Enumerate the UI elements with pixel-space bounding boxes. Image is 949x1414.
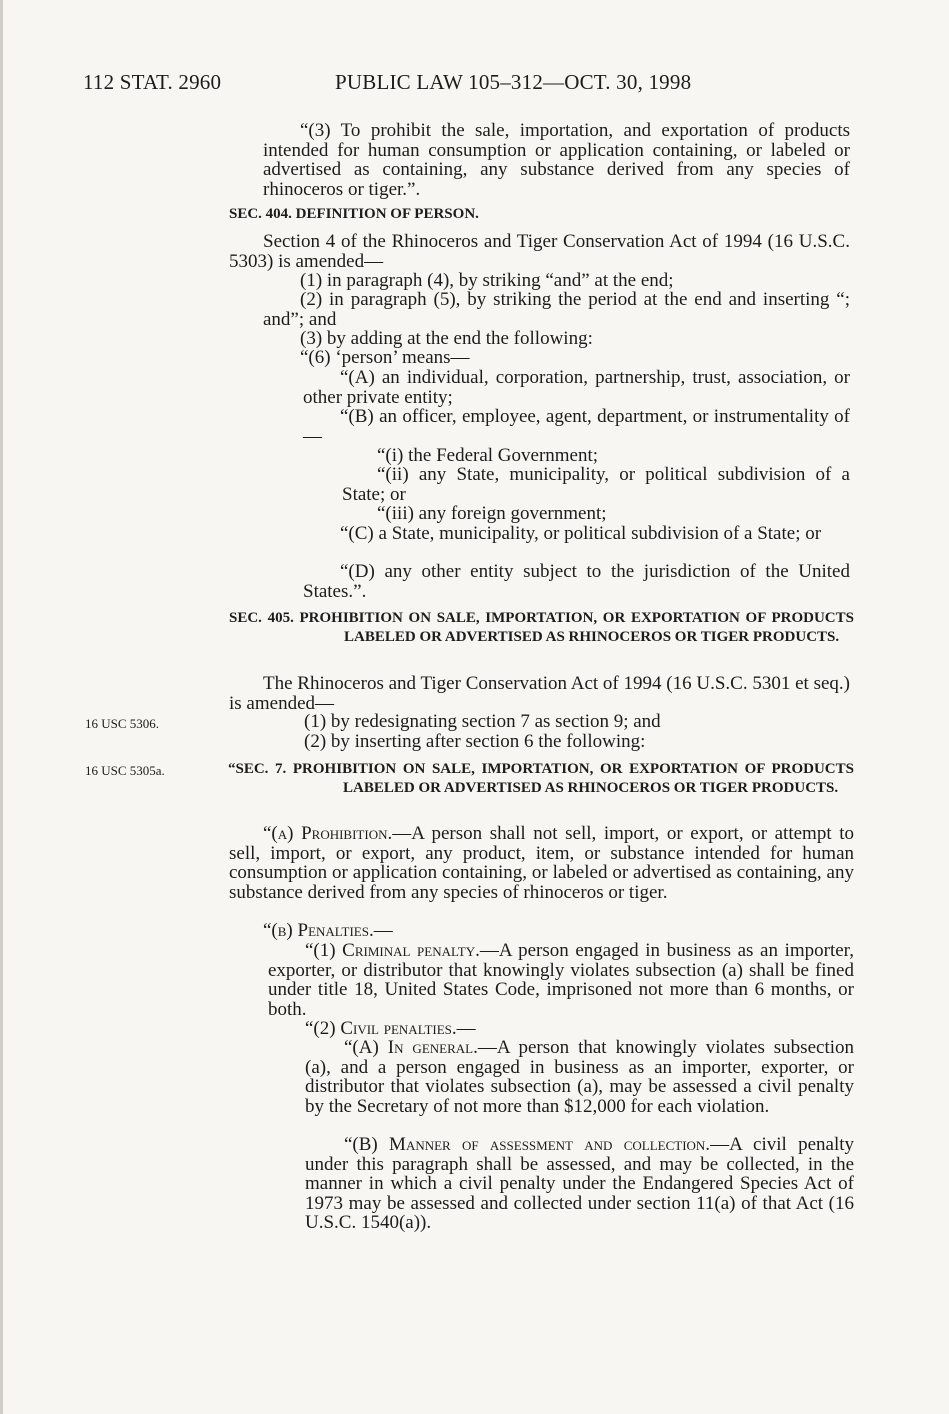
definition-D: “(D) any other entity subject to the jurisdiction of the United States.”.: [303, 561, 850, 602]
section-404-item-1: (1) in paragraph (4), by striking “and” at the end;: [300, 270, 674, 291]
paragraph-b1: [268, 941, 854, 1019]
paragraph-b1-text: —A person engaged in business as an importer, exporter, or distributor that knowingly violates subsection (a) shall be fined under title 18, United States Code, imprisoned not more than 6 months, or both.: [268, 940, 854, 1020]
section-405-heading: SEC. 405. PROHIBITION ON SALE, IMPORTATION, OR EXPORTATION OF PRODUCTS LABELED OR ADVERTISED AS RHINOCEROS OR TIGER PRODUCTS.: [229, 610, 854, 645]
subsection-a-text: —A person shall not sell, import, or export, or attempt to sell, import, or export, any product, item, or substance intended for human consumption or application containing, or labeled or advertised as containing, any substance derived from any species of rhinoceros or tiger.: [229, 823, 854, 903]
stat-citation: 112 STAT. 2960: [83, 70, 222, 94]
section-405-item-1: (1) by redesignating section 7 as section 9; and: [304, 711, 661, 732]
definition-B-i: “(i) the Federal Government;: [377, 445, 599, 466]
section-405-intro: The Rhinoceros and Tiger Conservation Act of 1994 (16 U.S.C. 5301 et seq.) is amended—: [229, 673, 850, 714]
paragraph-b2A: [305, 1038, 854, 1116]
definition-B: “(B) an officer, employee, agent, department, or instrumentality of—: [303, 406, 850, 447]
definition-A: “(A) an individual, corporation, partnership, trust, association, or other private entity;: [303, 367, 850, 408]
section-405-item-2: (2) by inserting after section 6 the following:: [304, 731, 646, 752]
section-404-heading: SEC. 404. DEFINITION OF PERSON.: [229, 206, 479, 222]
definition-6: “(6) ‘person’ means—: [300, 347, 470, 368]
margin-note-16-usc-5306: 16 USC 5306.: [85, 716, 160, 731]
paragraph-b2A-label: “(A) In general.: [344, 1037, 478, 1058]
subsection-b: [263, 921, 850, 941]
definition-C: “(C) a State, municipality, or political subdivision of a State; or: [340, 523, 822, 544]
paragraph-b2-label: “(2) Civil penalties.: [305, 1018, 457, 1039]
paragraph-a3: “(3) To prohibit the sale, importation, and exportation of products intended for human consumption or application containing, or labeled or advertised as containing, any substance derived from any species of rhinoceros or tiger.”.: [263, 120, 850, 200]
page-edge: [0, 0, 3, 1414]
section-404-item-3: (3) by adding at the end the following:: [300, 328, 593, 349]
paragraph-b2B: [305, 1135, 854, 1233]
definition-B-ii: “(ii) any State, municipality, or political subdivision of a State; or: [342, 464, 850, 505]
paragraph-b2A-text: —A person that knowingly violates subsection (a), and a person engaged in business as an importer, exporter, or distributor that violates subsection (a), may be assessed a civil penalty by the Secretary of not more than $12,000 for each violation.: [305, 1037, 855, 1117]
paragraph-b1-label: “(1) Criminal penalty.: [305, 940, 480, 961]
definition-B-iii: “(iii) any foreign government;: [377, 503, 607, 524]
paragraph-b2-dash: —: [456, 1018, 476, 1039]
margin-note-16-usc-5305a: 16 USC 5305a.: [85, 763, 165, 778]
subsection-b-label: “(b) Penalties.: [263, 920, 374, 941]
public-law-title: PUBLIC LAW 105–312—OCT. 30, 1998: [335, 70, 692, 94]
page-header: [83, 70, 691, 95]
paragraph-b2B-text: —A civil penalty under this paragraph shall be assessed, and may be collected, in the manner in which a civil penalty under the Endangered Species Act of 1973 may be assessed and collected under section 11(a) of that Act (16 U.S.C. 1540(a)).: [305, 1134, 854, 1233]
section-404-item-2: (2) in paragraph (5), by striking the period at the end and inserting “; and”; and: [263, 289, 850, 330]
paragraph-b2B-label: “(B) Manner of assessment and collection.: [344, 1134, 711, 1155]
subsection-a-label: “(a) Prohibition.: [263, 823, 393, 844]
section-404-intro: Section 4 of the Rhinoceros and Tiger Conservation Act of 1994 (16 U.S.C. 5303) is amended—: [229, 231, 850, 272]
subsection-a: [229, 824, 854, 902]
subsection-b-dash: —: [373, 920, 393, 941]
paragraph-b2: [305, 1019, 855, 1039]
section-7-heading: “SEC. 7. PROHIBITION ON SALE, IMPORTATION, OR EXPORTATION OF PRODUCTS LABELED OR ADVERTISED AS RHINOCEROS OR TIGER PRODUCTS.: [228, 761, 854, 796]
